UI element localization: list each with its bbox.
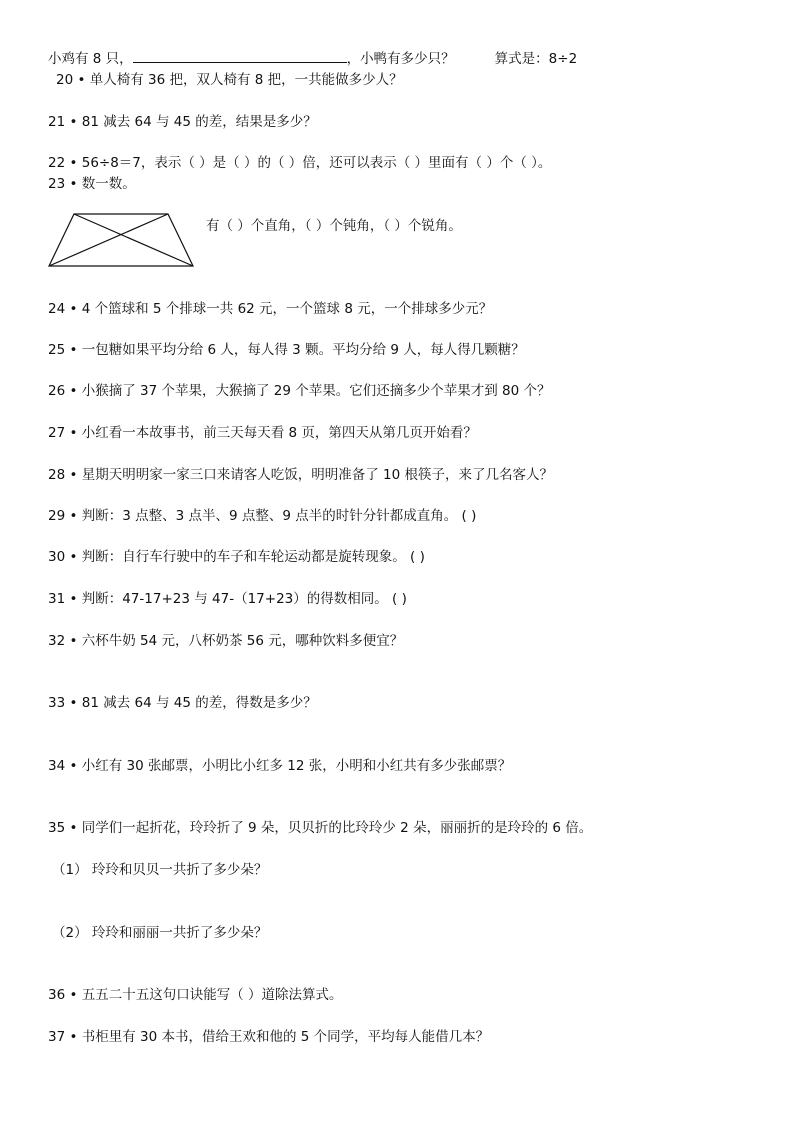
question-29: 29 • 判断：3 点整、3 点半、9 点整、9 点半的时针分针都成直角。 ( ) — [48, 508, 477, 524]
question-21: 21 • 81 减去 64 与 45 的差，结果是多少？ — [48, 114, 317, 130]
question-top-part2: ，小鸭有多少只？ — [346, 51, 455, 67]
answer-blank[interactable] — [133, 50, 347, 63]
question-top-part1: 小鸡有 8 只， — [48, 51, 133, 67]
question-30: 30 • 判断：自行车行驶中的车子和车轮运动都是旋转现象。 ( ) — [48, 549, 425, 565]
question-32: 32 • 六杯牛奶 54 元，八杯奶茶 56 元，哪种饮料多便宜？ — [48, 633, 404, 649]
question-24: 24 • 4 个篮球和 5 个排球一共 62 元，一个篮球 8 元，一个排球多少元？ — [48, 301, 493, 317]
question-27: 27 • 小红看一本故事书，前三天每天看 8 页，第四天从第几页开始看？ — [48, 425, 477, 441]
question-33: 33 • 81 减去 64 与 45 的差，得数是多少？ — [48, 695, 317, 711]
question-20: 20 • 单人椅有 36 把，双人椅有 8 把，一共能做多少人？ — [56, 72, 403, 88]
question-35-part2: （2） 玲玲和丽丽一共折了多少朵？ — [52, 925, 268, 941]
question-25: 25 • 一包糖如果平均分给 6 人，每人得 3 颗。平均分给 9 人，每人得几颗糖？ — [48, 342, 525, 358]
question-35: 35 • 同学们一起折花，玲玲折了 9 朵，贝贝折的比玲玲少 2 朵，丽丽折的是玲玲的 6 倍。 — [48, 820, 593, 836]
question-34: 34 • 小红有 30 张邮票，小明比小红多 12 张，小明和小红共有多少张邮票？ — [48, 758, 512, 774]
question-31: 31 • 判断：47-17+23 与 47-（17+23）的得数相同。 ( ) — [48, 591, 407, 607]
trapezoid-figure — [48, 212, 194, 268]
question-26: 26 • 小猴摘了 37 个苹果，大猴摘了 29 个苹果。它们还摘多少个苹果才到 80 个？ — [48, 383, 551, 399]
question-22: 22 • 56÷8＝7，表示（ ）是（ ）的（ ）倍，还可以表示（ ）里面有（ ）个（ ）。 — [48, 155, 552, 171]
question-28: 28 • 星期天明明家一家三口来请客人吃饭，明明准备了 10 根筷子，来了几名客人？ — [48, 467, 553, 483]
question-36: 36 • 五五二十五这句口诀能写（ ）道除法算式。 — [48, 987, 343, 1003]
question-37: 37 • 书柜里有 30 本书，借给王欢和他的 5 个同学，平均每人能借几本？ — [48, 1029, 490, 1045]
question-top — [48, 50, 577, 68]
question-top-part3: 算式是：8÷2 — [494, 51, 578, 67]
question-23: 23 • 数一数。 — [48, 176, 136, 192]
question-35-part1: （1） 玲玲和贝贝一共折了多少朵？ — [52, 862, 268, 878]
question-23-text: 有（ ）个直角，（ ）个钝角，（ ）个锐角。 — [206, 218, 462, 234]
